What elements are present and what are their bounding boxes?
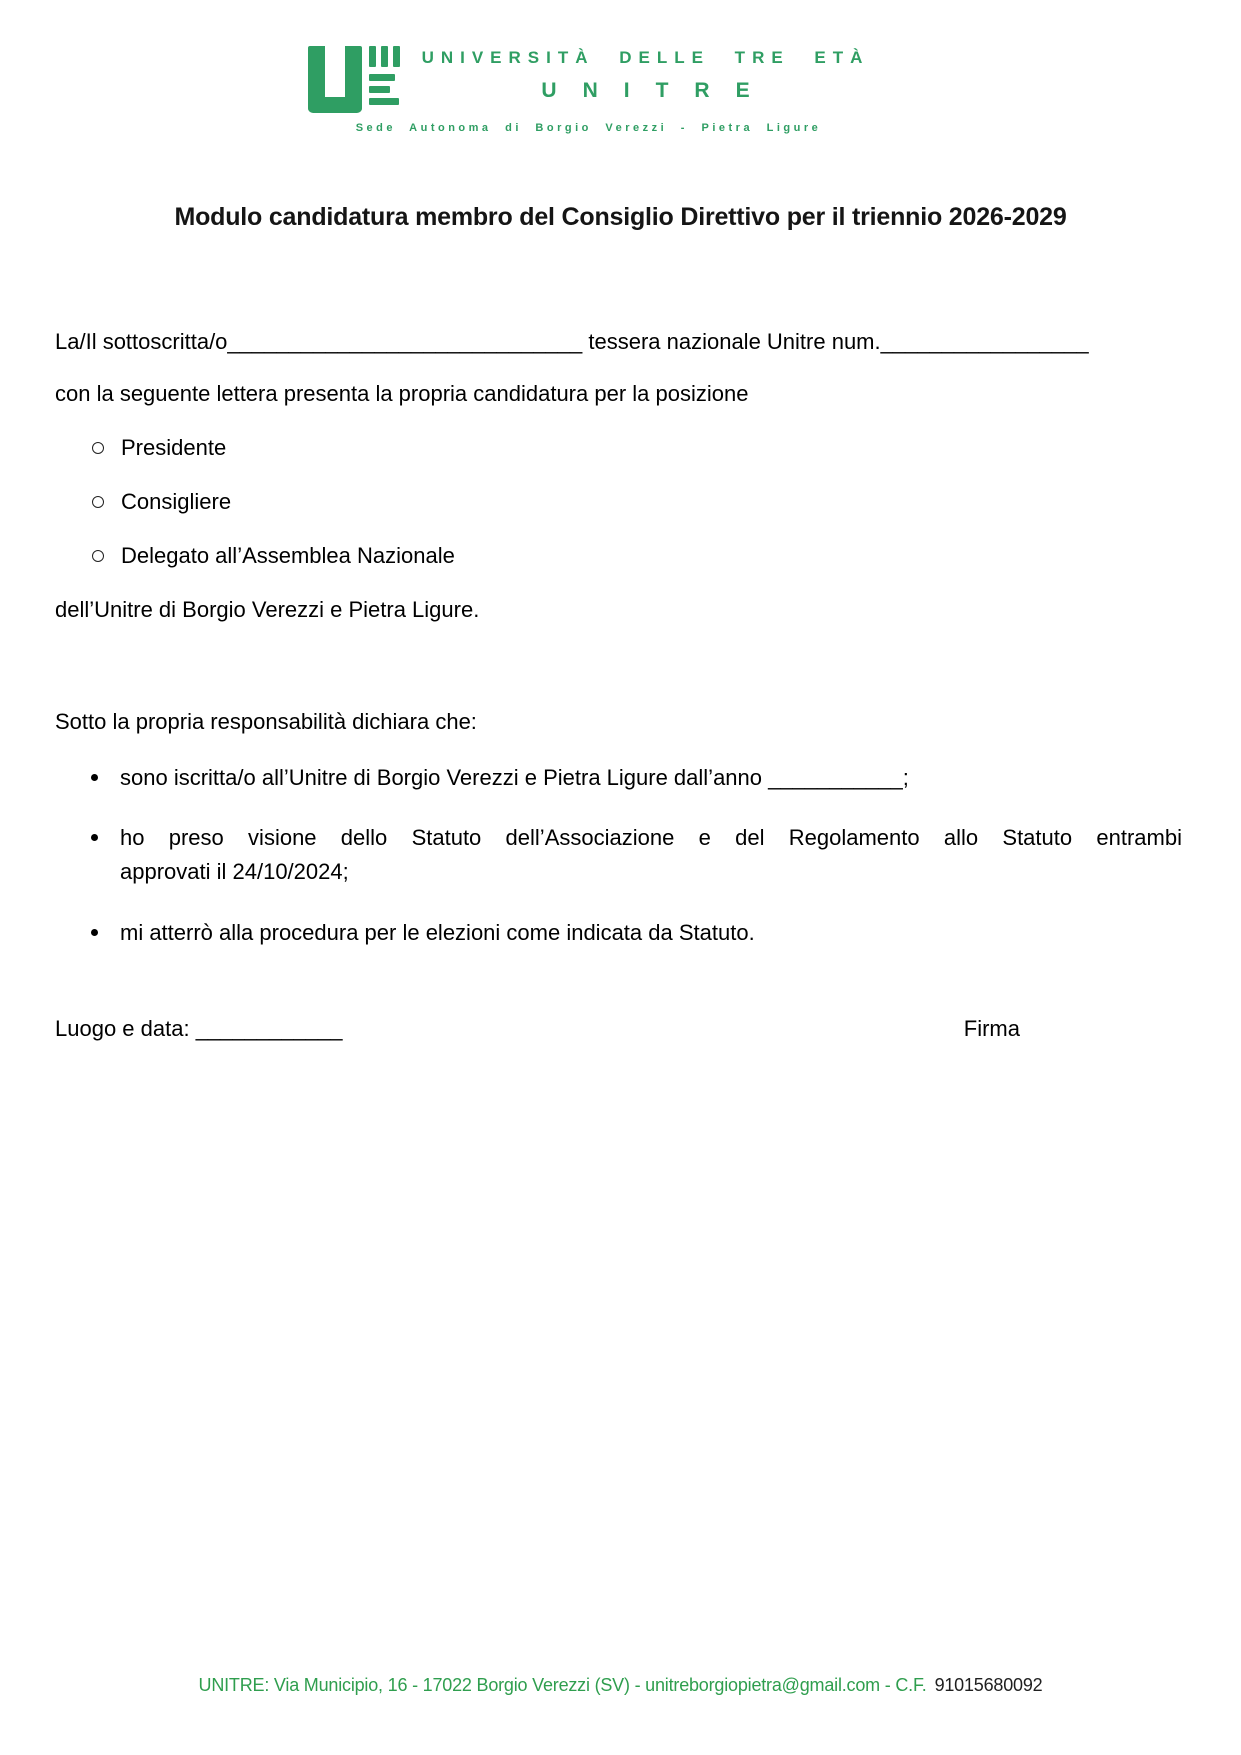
place-date-label <box>55 1016 343 1042</box>
intro-text-1: La/Il sottoscritta/o <box>55 329 228 354</box>
intro-text-3: con la seguente lettera presenta la propria candidatura per la posizione <box>55 381 749 406</box>
declaration-intro: Sotto la propria responsabilità dichiara che: <box>55 709 477 734</box>
year-blank-line: ___________ <box>768 765 903 790</box>
logo-u-glyph <box>308 46 362 113</box>
list-item <box>55 821 1182 889</box>
position-options-list <box>92 431 455 593</box>
dot-bullet-icon <box>91 774 98 781</box>
logo-acronym: UNITRE <box>541 79 776 102</box>
logo-bars-glyph <box>369 46 400 105</box>
declaration-text: mi atterrò alla procedura per le elezioni come indicata da Statuto. <box>120 920 755 945</box>
signature-label: Firma <box>963 1016 1020 1041</box>
place-date-text: Luogo e data: <box>55 1016 196 1041</box>
position-option-label: Delegato all’Assemblea Nazionale <box>121 543 455 568</box>
declaration-text-line2: approvati il 24/10/2024; <box>120 859 349 884</box>
card-number-blank-line: _________________ <box>880 329 1089 354</box>
logo-branch-line: Sede Autonoma di Borgio Verezzi - Pietra Ligure <box>355 122 822 134</box>
list-item <box>92 431 455 464</box>
circle-bullet-icon <box>92 442 104 454</box>
intro-paragraph <box>55 316 1182 420</box>
unitre-logo-icon <box>308 46 400 113</box>
footer-fiscal-code: 91015680092 <box>934 1675 1043 1695</box>
list-item <box>92 539 455 572</box>
declaration-text-end: ; <box>902 765 909 790</box>
page-title: Modulo candidatura membro del Consiglio Direttivo per il triennio 2026-2029 <box>174 203 1067 231</box>
position-option-label: Consigliere <box>121 489 232 514</box>
dot-bullet-icon <box>91 834 98 841</box>
declarations-list <box>55 761 1182 949</box>
list-item <box>55 761 1182 794</box>
list-item <box>55 916 1182 949</box>
association-line: dell’Unitre di Borgio Verezzi e Pietra Ligure. <box>55 597 480 622</box>
unitre-logo <box>0 46 1241 134</box>
place-date-blank-line: ____________ <box>195 1016 343 1041</box>
signature-row <box>55 1016 1182 1042</box>
declaration-text-line1: ho preso visione dello Statuto dell’Associazione e del Regolamento allo Statuto entrambi <box>120 825 1182 850</box>
name-blank-line: _____________________________ <box>227 329 583 354</box>
logo-org-name: UNIVERSITÀ DELLE TRE ETÀ <box>421 48 870 67</box>
dot-bullet-icon <box>91 929 98 936</box>
page-footer <box>0 1675 1241 1696</box>
footer-contact-text: UNITRE: Via Municipio, 16 - 17022 Borgio Verezzi (SV) - unitreborgiopietra@gmail.com - C.F. <box>198 1675 927 1695</box>
intro-text-2: tessera nazionale Unitre num. <box>582 329 881 354</box>
list-item <box>92 485 455 518</box>
declaration-text: sono iscritta/o all’Unitre di Borgio Verezzi e Pietra Ligure dall’anno <box>120 765 769 790</box>
circle-bullet-icon <box>92 496 104 508</box>
position-option-label: Presidente <box>121 435 227 460</box>
circle-bullet-icon <box>92 550 104 562</box>
